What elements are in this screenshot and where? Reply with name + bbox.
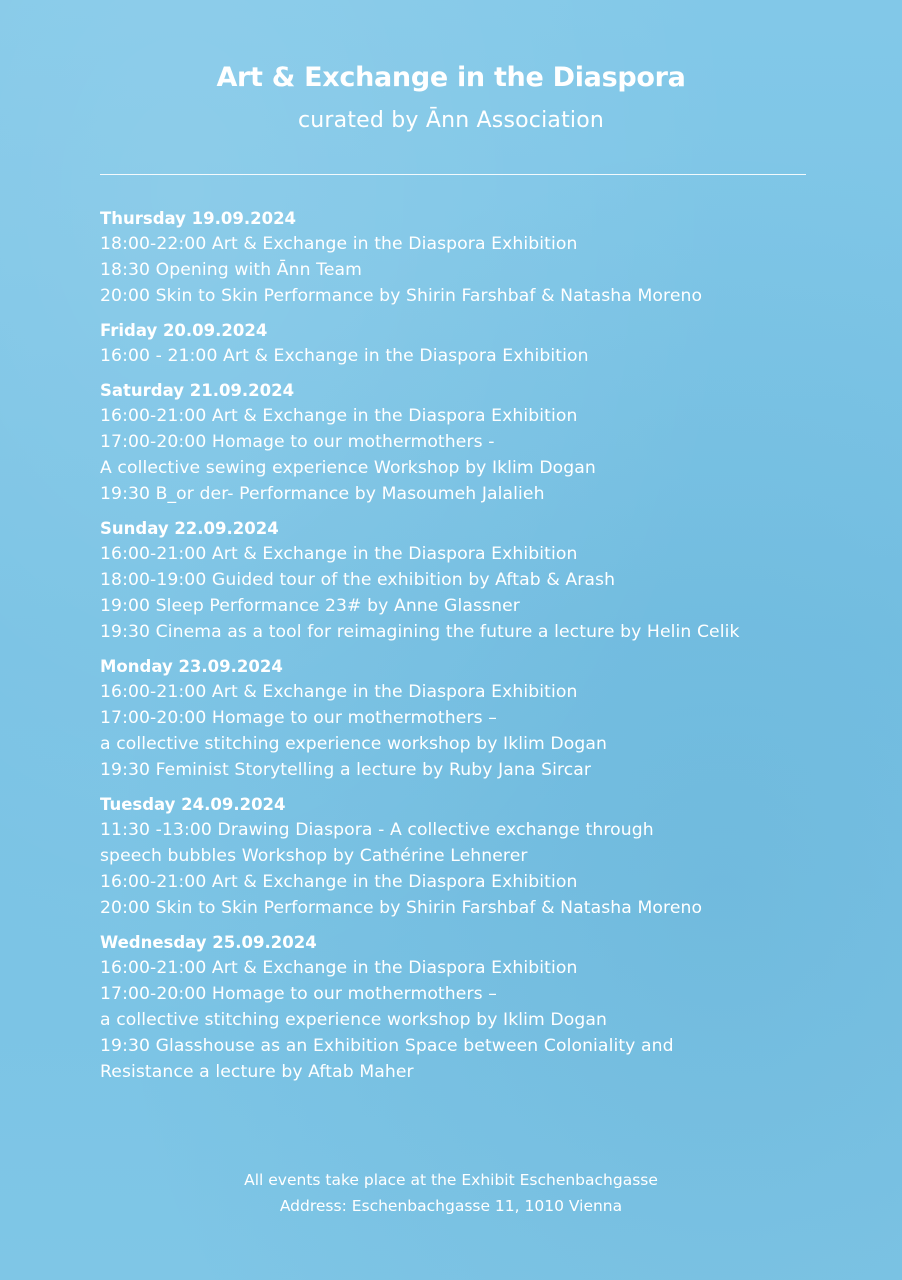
day-heading: Wednesday 25.09.2024 xyxy=(100,933,317,952)
event-line: 19:30 Glasshouse as an Exhibition Space between Coloniality and xyxy=(100,1036,674,1056)
event-line: 16:00 - 21:00 Art & Exchange in the Diaspora Exhibition xyxy=(100,346,589,366)
event-line: a collective stitching experience workshop by Iklim Dogan xyxy=(100,734,608,754)
day-monday xyxy=(100,654,860,783)
venue-line: All events take place at the Exhibit Eschenbachgasse xyxy=(244,1171,658,1189)
event-line: 20:00 Skin to Skin Performance by Shirin Farshbaf & Natasha Moreno xyxy=(100,898,703,918)
event-line: 16:00-21:00 Art & Exchange in the Diaspora Exhibition xyxy=(100,544,578,564)
event-line: 18:30 Opening with Ānn Team xyxy=(100,260,363,280)
event-line: Resistance a lecture by Aftab Maher xyxy=(100,1062,414,1082)
day-thursday xyxy=(100,206,860,309)
page-title: Art & Exchange in the Diaspora xyxy=(216,62,686,93)
day-friday xyxy=(100,318,860,369)
venue-info xyxy=(0,1167,902,1219)
day-heading: Thursday 19.09.2024 xyxy=(100,209,297,228)
day-tuesday xyxy=(100,792,860,921)
day-wednesday xyxy=(100,930,860,1085)
address-line: Address: Eschenbachgasse 11, 1010 Vienna xyxy=(279,1197,623,1215)
day-heading: Saturday 21.09.2024 xyxy=(100,381,295,400)
day-heading: Monday 23.09.2024 xyxy=(100,657,283,676)
event-line: 19:30 B_or der- Performance by Masoumeh Jalalieh xyxy=(100,484,545,504)
event-line: 16:00-21:00 Art & Exchange in the Diaspora Exhibition xyxy=(100,958,578,978)
event-line: 17:00-20:00 Homage to our mothermothers – xyxy=(100,708,497,728)
event-line: 18:00-19:00 Guided tour of the exhibition by Aftab & Arash xyxy=(100,570,616,590)
event-line: 19:30 Cinema as a tool for reimagining the future a lecture by Helin Celik xyxy=(100,622,740,642)
event-line: A collective sewing experience Workshop by Iklim Dogan xyxy=(100,458,596,478)
day-heading: Sunday 22.09.2024 xyxy=(100,519,279,538)
event-line: 20:00 Skin to Skin Performance by Shirin Farshbaf & Natasha Moreno xyxy=(100,286,703,306)
event-line: 17:00-20:00 Homage to our mothermothers – xyxy=(100,984,497,1004)
event-line: a collective stitching experience workshop by Iklim Dogan xyxy=(100,1010,608,1030)
event-line: 11:30 -13:00 Drawing Diaspora - A collective exchange through xyxy=(100,820,654,840)
event-line: 16:00-21:00 Art & Exchange in the Diaspora Exhibition xyxy=(100,872,578,892)
day-saturday xyxy=(100,378,860,507)
event-line: 19:00 Sleep Performance 23# by Anne Glassner xyxy=(100,596,520,616)
event-line: speech bubbles Workshop by Cathérine Lehnerer xyxy=(100,846,528,866)
event-line: 17:00-20:00 Homage to our mothermothers - xyxy=(100,432,495,452)
divider xyxy=(100,174,806,175)
day-sunday xyxy=(100,516,860,645)
event-line: 18:00-22:00 Art & Exchange in the Diaspora Exhibition xyxy=(100,234,578,254)
event-line: 16:00-21:00 Art & Exchange in the Diaspora Exhibition xyxy=(100,406,578,426)
event-line: 19:30 Feminist Storytelling a lecture by Ruby Jana Sircar xyxy=(100,760,592,780)
day-heading: Tuesday 24.09.2024 xyxy=(100,795,286,814)
page-subtitle: curated by Ānn Association xyxy=(297,108,605,133)
program-schedule xyxy=(100,206,860,1094)
day-heading: Friday 20.09.2024 xyxy=(100,321,268,340)
event-line: 16:00-21:00 Art & Exchange in the Diaspora Exhibition xyxy=(100,682,578,702)
